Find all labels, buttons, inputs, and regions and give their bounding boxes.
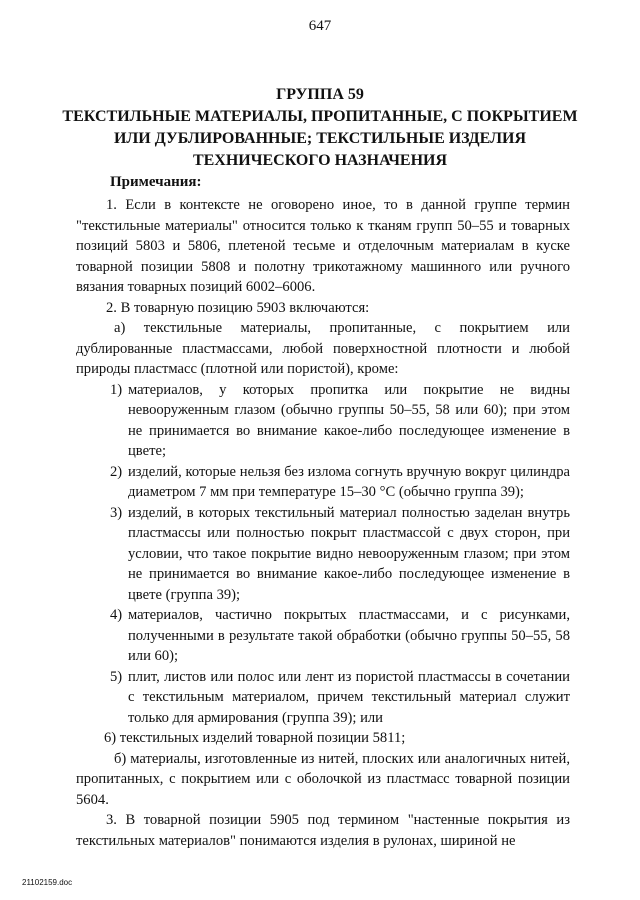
notes-body (76, 195, 570, 851)
page-number: 647 (308, 18, 332, 34)
list-item (110, 380, 570, 462)
list-item-text: изделий, в которых текстильный материал полностью заделан внутрь пластмассы или полностью покрыт пластмассой с двух сторон, при условии, что такое покрытие видно невооруженным глазом; при этом не принимается во внимание какое-либо последующее изменение в цвете (группа 39); (128, 504, 570, 603)
list-item-number: 4) (110, 607, 123, 623)
group-heading (40, 84, 600, 172)
list-item-text: плит, листов или полос или лент из пористой пластмассы в сочетании с текстильным материалом, причем текстильный материал служит только для армирования (группа 39); или (128, 668, 570, 726)
heading-line: ТЕХНИЧЕСКОГО НАЗНАЧЕНИЯ (192, 152, 448, 169)
list-item (110, 667, 570, 729)
list-item-text: материалов, у которых пропитка или покрытие не видны невооруженным глазом (обычно группы 50–55, 58 или 60); при этом не принимается во внимание какое-либо последующее изменение в цвете; (128, 381, 570, 459)
note-paragraph: 6) текстильных изделий товарной позиции 5811; (104, 730, 406, 746)
list-item-number: 2) (110, 463, 123, 480)
list-item (110, 503, 570, 606)
list-item (110, 605, 570, 667)
list-item-text: изделий, которые нельзя без излома согнуть вручную вокруг цилиндра диаметром 7 мм при температуре 15–30 °С (обычно группа 39); (128, 463, 570, 500)
footer-filename: 21102159.doc (22, 878, 73, 887)
heading-line: ГРУППА 59 (276, 86, 364, 103)
list-item-text: материалов, частично покрытых пластмассами, и с рисунками, полученными в результате такой обработки (обычно группы 50–55, 58 или 60); (128, 607, 570, 664)
exclusions-list (76, 380, 570, 729)
list-item-number: 3) (110, 504, 123, 521)
heading-line: ИЛИ ДУБЛИРОВАННЫЕ; ТЕКСТИЛЬНЫЕ ИЗДЕЛИЯ (113, 130, 527, 147)
heading-line: ТЕКСТИЛЬНЫЕ МАТЕРИАЛЫ, ПРОПИТАННЫЕ, С ПОКРЫТИЕМ (62, 108, 578, 125)
note-paragraph: а) текстильные материалы, пропитанные, с покрытием или дублированные пластмассами, любой поверхностной плотности и любой природы пластмасс (плотной или пористой), кроме: (76, 320, 570, 377)
note-paragraph: 1. Если в контексте не оговорено иное, то в данной группе термин "текстильные материалы" относится только к тканям групп 50–55 и товарных позиций 5803 и 5806, плетеной тесьме и отделочным материалам в куске товарной позиции 5808 и полотну трикотажному машинного или ручного вязания товарных позиций 6002–6006. (76, 197, 570, 295)
note-paragraph: б) материалы, изготовленные из нитей, плоских или аналогичных нитей, пропитанных, с покрытием или с оболочкой из пластмасс товарной позиции 5604. (76, 750, 570, 808)
list-item (110, 462, 570, 503)
note-paragraph: 2. В товарную позицию 5903 включаются: (106, 299, 370, 316)
list-item-number: 5) (110, 668, 123, 685)
list-item-number: 1) (110, 381, 123, 398)
note-paragraph: 3. В товарной позиции 5905 под термином "настенные покрытия из текстильных материалов" понимаются изделия в рулонах, шириной не (76, 812, 570, 849)
notes-title: Примечания: (110, 174, 202, 190)
